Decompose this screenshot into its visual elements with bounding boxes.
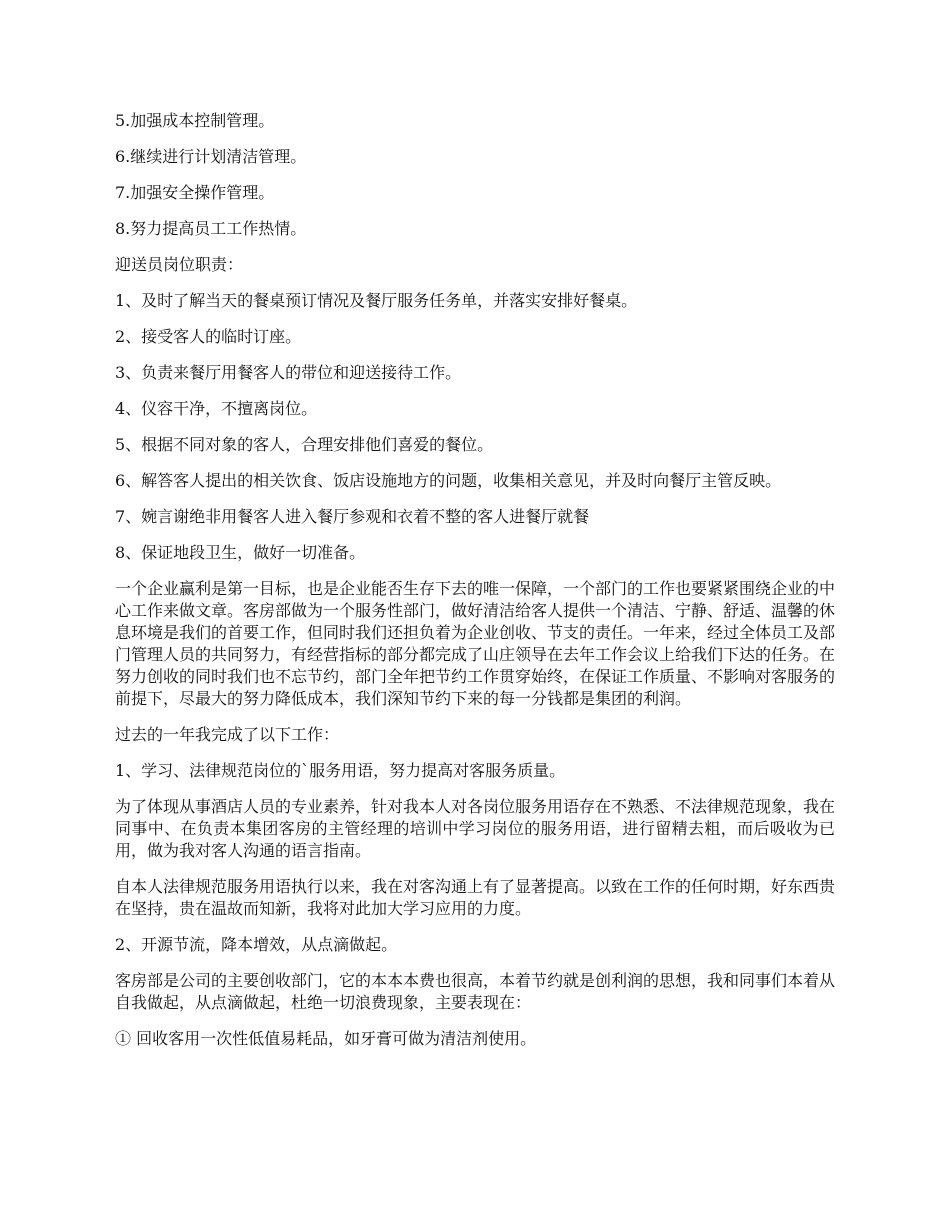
paragraph-11: 6、解答客人提出的相关饮食、饭店设施地方的问题，收集相关意见，并及时向餐厅主管反映。: [115, 471, 782, 490]
paragraph-9: 4、仪容干净，不擅离岗位。: [115, 399, 318, 418]
paragraph-3: 7.加强安全操作管理。: [115, 183, 275, 202]
paragraph-17: 为了体现从事酒店人员的专业素养，针对我本人对各岗位服务用语存在不熟悉、不法律规范现象，我在同事中、在负责本集团客房的主管经理的培训中学习岗位的服务用语，进行留精去粗，而后吸收为已用，做为我对客人沟通的语言指南。: [115, 797, 836, 860]
paragraph-2: 6.继续进行计划清洁管理。: [115, 147, 307, 166]
section-heading-greeter-duties: 迎送员岗位职责：: [115, 255, 244, 274]
paragraph-7: 2、接受客人的临时订座。: [115, 327, 302, 346]
paragraph-6: 1、及时了解当天的餐桌预订情况及餐厅服务任务单，并落实安排好餐桌。: [115, 291, 638, 310]
paragraph-10: 5、根据不同对象的客人，合理安排他们喜爱的餐位。: [115, 435, 494, 454]
paragraph-12: 7、婉言谢绝非用餐客人进入餐厅参观和衣着不整的客人进餐厅就餐: [115, 507, 590, 526]
paragraph-4: 8.努力提高员工工作热情。: [115, 219, 307, 238]
paragraph-20: 客房部是公司的主要创收部门，它的本本本费也很高，本着节约就是创利润的思想，我和同事们本着从自我做起，从点滴做起，杜绝一切浪费现象，主要表现在：: [115, 971, 836, 1012]
paragraph-13: 8、保证地段卫生，做好一切准备。: [115, 543, 366, 562]
paragraph-14: 一个企业赢利是第一目标，也是企业能否生存下去的唯一保障，一个部门的工作也要紧紧围绕企业的中心工作来做文章。客房部做为一个服务性部门，做好清洁给客人提供一个清洁、宁静、舒适、温馨的休息环境是我们的首要工作，但同时我们还担负着为企业创收、节支的责任。一年来，经过全体员工及部门管理人员的共同努力，有经营指标的部分都完成了山庄领导在去年工作会议上给我们下达的任务。在努力创收的同时我们也不忘节约，部门全年把节约工作贯穿始终，在保证工作质量、不影响对客服务的前提下，尽最大的努力降低成本，我们深知节约下来的每一分钱都是集团的利润。: [115, 579, 836, 708]
paragraph-21: ① 回收客用一次性低值易耗品，如牙膏可做为清洁剂使用。: [115, 1029, 537, 1048]
paragraph-16: 1、学习、法律规范岗位的`服务用语，努力提高对客服务质量。: [115, 761, 566, 780]
paragraph-1: 5.加强成本控制管理。: [115, 111, 275, 130]
document-body: [115, 110, 835, 1050]
paragraph-15: 过去的一年我完成了以下工作：: [115, 725, 340, 744]
paragraph-19: 2、开源节流，降本增效，从点滴做起。: [115, 935, 398, 954]
paragraph-18: 自本人法律规范服务用语执行以来，我在对客沟通上有了显著提高。以致在工作的任何时期，好东西贵在坚持，贵在温故而知新，我将对此加大学习应用的力度。: [115, 877, 836, 918]
paragraph-8: 3、负责来餐厅用餐客人的带位和迎送接待工作。: [115, 363, 462, 382]
